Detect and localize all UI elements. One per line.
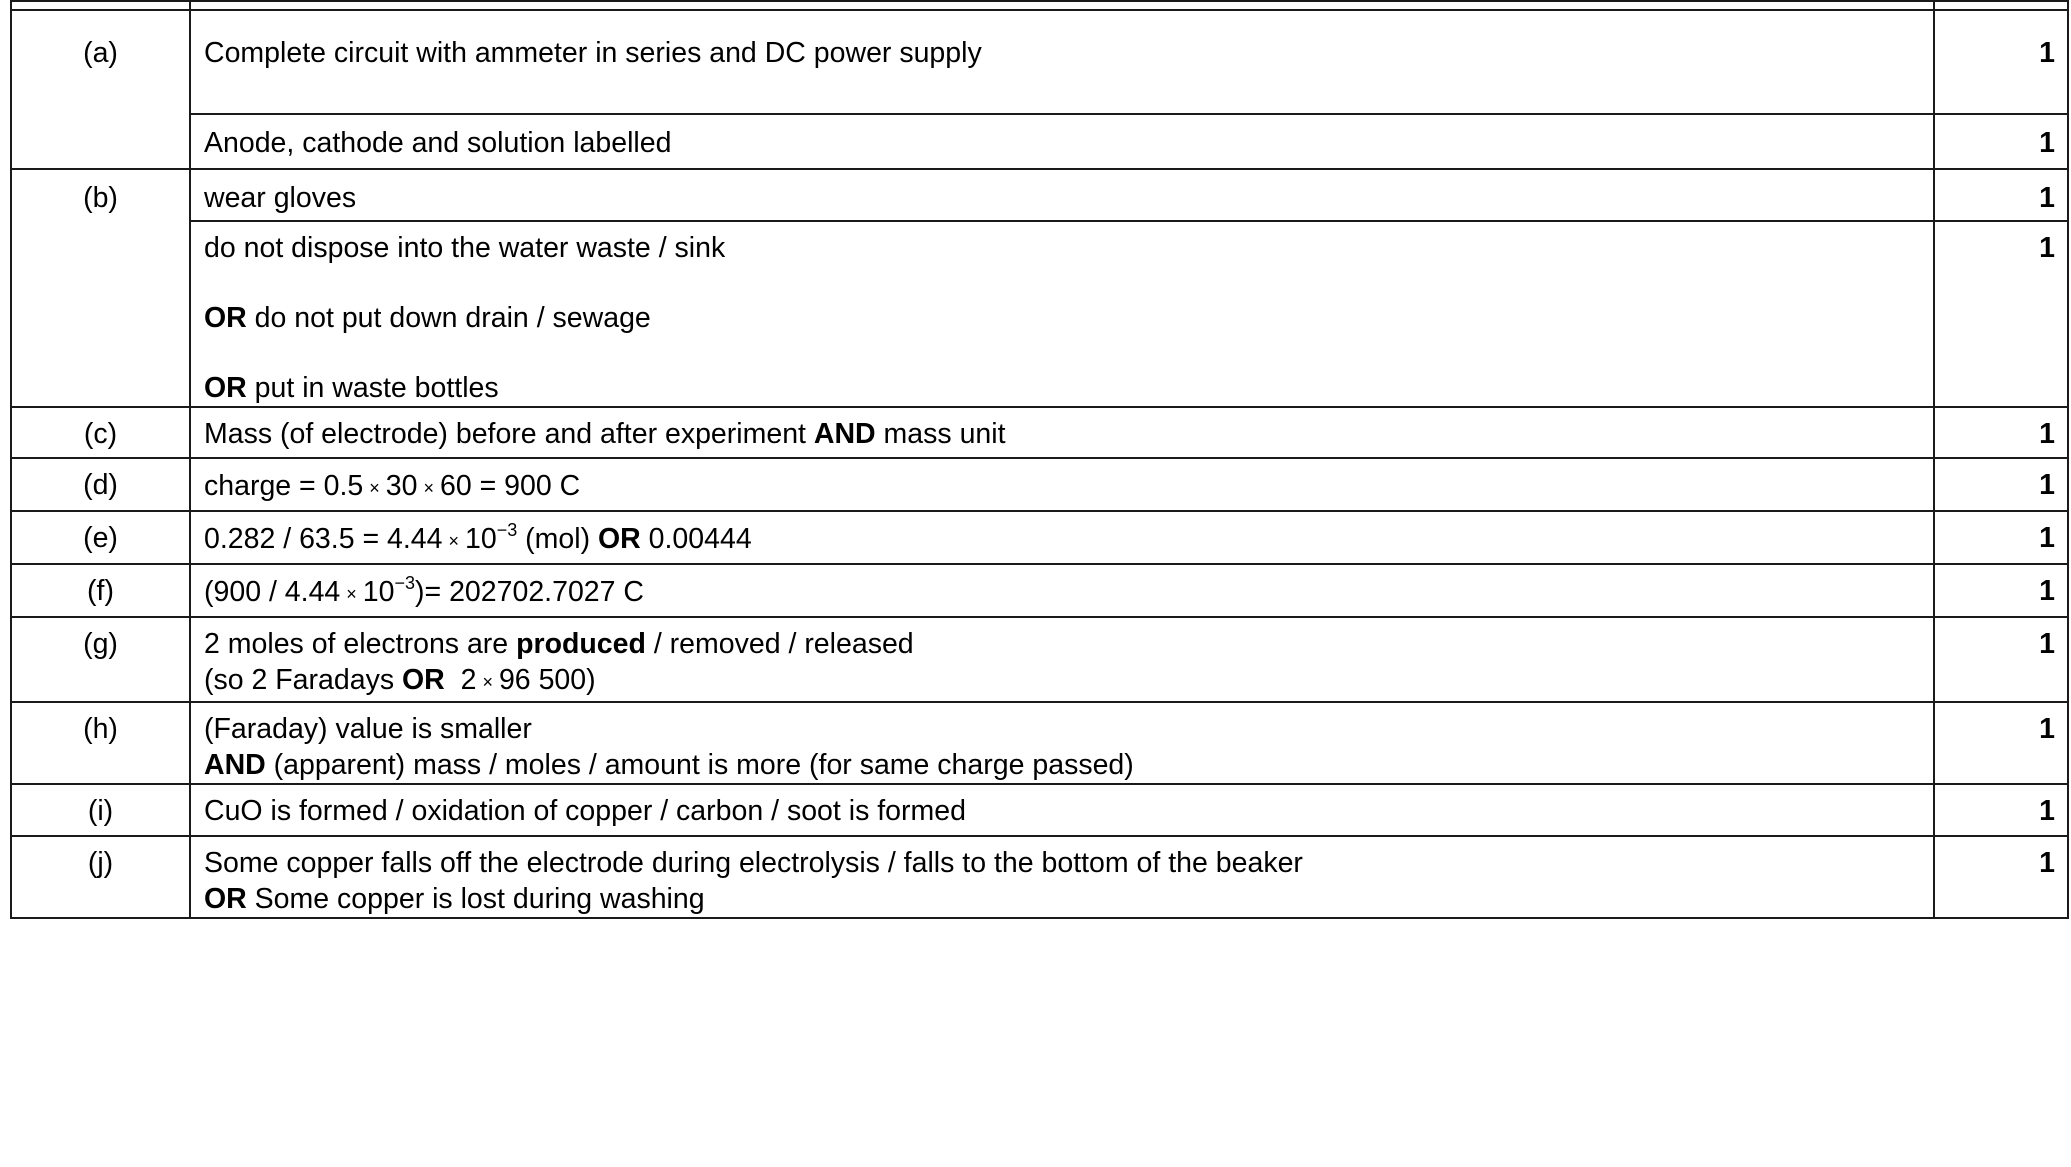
answer-cell [190, 221, 1934, 407]
answer-text: 2 moles of electrons are produced / removed / released [204, 628, 914, 660]
mark-cell: 1 [1934, 836, 2068, 918]
question-label: (i) [11, 784, 190, 836]
or-keyword: OR [204, 883, 247, 915]
answer-text: CuO is formed / oxidation of copper / carbon / soot is formed [204, 795, 966, 827]
table-row [11, 836, 2068, 918]
table-row [11, 114, 2068, 169]
mark-cell: 1 [1934, 617, 2068, 702]
mark-cell: 1 [1934, 702, 2068, 784]
answer-text: OR Some copper is lost during washing [204, 883, 705, 915]
answer-cell [190, 784, 1934, 836]
question-label: (f) [11, 564, 190, 617]
times-symbol: × [346, 584, 357, 604]
times-symbol: × [369, 478, 380, 498]
table-row [11, 169, 2068, 221]
answer-cell [190, 458, 1934, 511]
answer-text: AND (apparent) mass / moles / amount is more (for same charge passed) [204, 749, 1134, 781]
table-row [11, 407, 2068, 458]
answer-text: wear gloves [204, 182, 357, 214]
answer-cell [190, 836, 1934, 918]
mark-cell: 1 [1934, 114, 2068, 169]
answer-text: $(900 / 4.44 \times 10^{-3})= 202702.7027$ C [204, 573, 644, 608]
answer-cell [190, 511, 1934, 564]
question-label: (a) [11, 10, 190, 169]
table-row [11, 617, 2068, 702]
answer-cell [190, 702, 1934, 784]
alternative-answer: OR do not put down drain / sewage [204, 302, 651, 334]
exponent: −3 [394, 573, 416, 593]
mark-cell: 1 [1934, 511, 2068, 564]
question-label: (e) [11, 511, 190, 564]
mark-cell: 1 [1934, 407, 2068, 458]
question-label: (g) [11, 617, 190, 702]
answer-cell [190, 407, 1934, 458]
or-keyword: OR [598, 523, 641, 555]
table-row [11, 784, 2068, 836]
table-row [11, 221, 2068, 407]
keyword: produced [516, 628, 646, 660]
answer-text: (Faraday) value is smaller [204, 713, 532, 745]
table-row [11, 511, 2068, 564]
answer-text: Anode, cathode and solution labelled [204, 127, 672, 159]
table-row [11, 458, 2068, 511]
and-keyword: AND [813, 418, 876, 450]
exponent: −3 [496, 520, 518, 540]
times-symbol: × [423, 478, 434, 498]
answer-text: (so 2 Faradays OR 2 × 96 500) [204, 664, 596, 696]
question-label: (h) [11, 702, 190, 784]
table-top-stub [11, 1, 2068, 10]
question-label: (b) [11, 169, 190, 407]
or-keyword: OR [402, 664, 445, 696]
question-label: (c) [11, 407, 190, 458]
answer-cell [190, 564, 1934, 617]
question-label: (d) [11, 458, 190, 511]
mark-cell: 1 [1934, 564, 2068, 617]
answer-text: charge = 0.5 × 30 × 60 = 900 C [204, 470, 581, 502]
answer-text: $0.282 / 63.5 = 4.44 \times 10^{-3}$ (mol) OR 0.00444 [204, 520, 752, 555]
answer-cell [190, 10, 1934, 114]
mark-cell: 1 [1934, 10, 2068, 114]
and-keyword: AND [204, 749, 266, 781]
answer-cell [190, 114, 1934, 169]
answer-cell [190, 617, 1934, 702]
answer-text: Complete circuit with ammeter in series and DC power supply [204, 37, 982, 69]
table-row [11, 702, 2068, 784]
times-symbol: × [448, 531, 460, 551]
or-keyword: OR [204, 302, 247, 334]
mark-cell: 1 [1934, 784, 2068, 836]
mark-cell: 1 [1934, 169, 2068, 221]
answer-cell [190, 169, 1934, 221]
table-row [11, 564, 2068, 617]
times-symbol: × [482, 672, 493, 692]
or-keyword: OR [204, 372, 247, 404]
mark-scheme-table [10, 0, 2069, 919]
question-label: (j) [11, 836, 190, 918]
mark-cell: 1 [1934, 458, 2068, 511]
table-row [11, 10, 2068, 114]
alternative-answer: OR put in waste bottles [204, 372, 499, 404]
answer-text: Mass (of electrode) before and after experiment AND mass unit [204, 418, 1006, 450]
mark-cell: 1 [1934, 221, 2068, 407]
answer-text: do not dispose into the water waste / sink [204, 232, 726, 264]
answer-text: Some copper falls off the electrode during electrolysis / falls to the bottom of the beaker [204, 847, 1303, 879]
